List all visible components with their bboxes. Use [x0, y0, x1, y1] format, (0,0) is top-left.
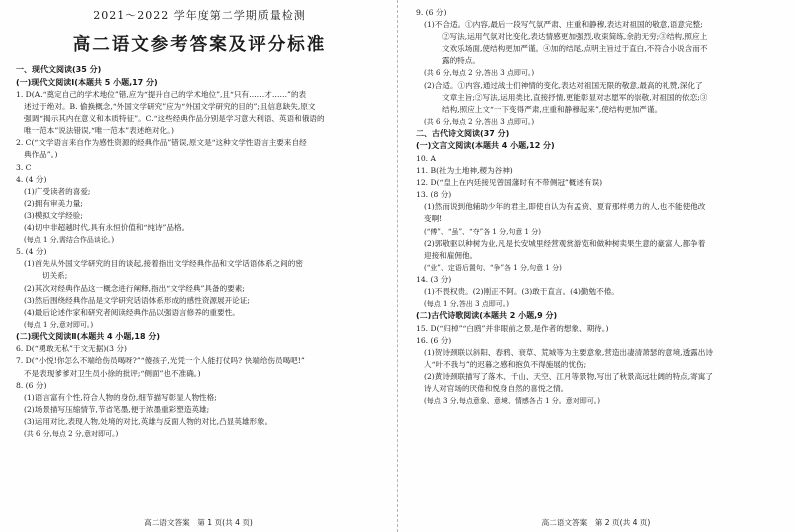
answer-line: 唯一范本”说法错误,“唯一范本”表述绝对化。) [24, 126, 174, 136]
answer-line: 9. (6 分) [416, 8, 447, 17]
answer-line: 2. C(“文学语言来自作为感性资源的经典作品”错误,原文是“这种文学性语言主要来自经 [16, 138, 307, 148]
answer-line: 14. (3 分) [416, 274, 452, 284]
scoring-note: (每点 1 分,意对即可。) [24, 320, 94, 329]
answer-line: (3)模拟文学经验; [24, 210, 83, 220]
answer-line: (1)广受读者的喜爱; [24, 186, 91, 196]
answer-line: (1)语言富有个性,符合人物的身份,细节描写彰显人物性格; [24, 392, 217, 402]
answer-line: (1)然而说到他辅助少年的君主,即使自认为有孟贲、夏育那样勇力的人,也不能使他改 [424, 202, 706, 212]
answer-line: (2)黄诗颈联描写了落木、千山、天空、江月等景物,写出了秋景高远壮阔的特点,寄寓了 [424, 372, 713, 382]
answer-line: (1)不合适。①内容,最后一段写气氛严肃、庄重和静穆,表达对祖国的敬意,语意完整; [424, 20, 703, 30]
answer-line: 诗人对官场的厌倦和悦身自然的喜悦之情。 [424, 384, 569, 394]
answer-line: 文章主旨;②写法,运用类比,直接抒情,更能彰显对志愿军的崇敬,对祖国的依恋;③ [442, 92, 708, 102]
answer-line: 1. D(A.“奠定自己的学术地位”错,应为“提升自己的学术地位”,且“只有……才……”的表 [16, 90, 307, 99]
answer-line: 人“叶不我与”的迟暮之感和抱负不得施展的忧伤; [424, 359, 587, 369]
page-title: 高二语文参考答案及评分标准 [72, 35, 327, 55]
scoring-note: (“业”、定语后置句、“争”各 1 分,句意 1 分) [424, 263, 562, 272]
answer-line: 11. B(社为土地神,稷为谷神) [416, 166, 513, 176]
answer-line: 强调“揭示其内在意义和本质特征”。C.“这些经典作品分别是学习意大利语、英语和俄语的 [24, 114, 325, 124]
answer-line: (1)贺诗颈联以斜阳、春鸦、衰草、荒城等为主要意象,营造出凄清萧瑟的意境,透露出诗 [424, 347, 713, 357]
answer-line: (2)场景描写压缩情节,节省笔墨,便于浓墨重彩塑造英雄; [24, 404, 210, 414]
answer-line: 5. (4 分) [16, 247, 47, 257]
answer-line: (3)然后围绕经典作品是文学研究话语体系形成的感性资源展开论证; [24, 295, 250, 305]
scoring-note: (每点 3 分,每点意象、意境、情感各占 1 分。意对即可。) [424, 397, 600, 406]
answer-line: 8. (6 分) [16, 380, 47, 390]
exam-title: 2021～2022 学年度第二学期质量检测 [93, 9, 306, 22]
answer-line: 变啊! [424, 214, 443, 224]
answer-line: 切关系; [42, 271, 68, 281]
scoring-note: (每点 1 分,需结合作品谈论。) [24, 236, 115, 245]
answer-line: 10. A [416, 153, 436, 163]
answer-line: 文欢乐场面,使结构更加严谨。④加的结尾,点明主旨过于直白,不符合小说含而不 [442, 44, 708, 54]
scoring-note: (共 6 分,每点 2 分,答出 3 点即可。) [424, 69, 535, 78]
answer-line: 6. D(“勇敢无私”于文无据)(3 分) [16, 344, 127, 354]
answer-line: (2)其次对经典作品这一概念进行阐释,指出“文学经典”具备的要素; [24, 283, 245, 293]
answer-line: 3. C [16, 162, 32, 172]
section-heading: 二、古代诗文阅读(37 分) [416, 128, 510, 138]
scoring-note: (共 6 分,每点 2 分,意对即可。) [24, 430, 119, 439]
answer-line: (1)不畏权贵。(2)刚正不阿。(3)敢于直言。(4)勤勉不倦。 [424, 286, 619, 296]
answer-line: 13. (8 分) [416, 190, 452, 200]
answer-line: 7. D(“小悦!你怎么不端给伤员喝呀?”“傻孩子,光凭一个人能打仗吗? 快端给伤员喝吧!” [16, 356, 305, 366]
subsection-heading: (一)现代文阅读Ⅰ(本题共 5 小题,17 分) [16, 77, 158, 87]
answer-line: 不是表现爹爹对卫生员小徐的批评;“侧面”也不准确。) [24, 368, 201, 378]
answer-line: (2)郭敬驱以种树为业,凡是长安城里经营观赏游览和做种树卖果生意的豪富人,都争着 [424, 238, 706, 248]
answer-line: 典作品”。) [24, 150, 58, 160]
answer-line: 迎接和雇佣他。 [424, 250, 478, 260]
scoring-note: (共 6 分,每点 2 分,答出 3 点即可。) [424, 117, 535, 126]
answer-line: 结构,照应上文“一下变得严肃,庄重和静穆起来”,使结构更加严谨。 [442, 104, 663, 114]
answer-line: 12. D(“皇上在内廷接见曾国藩时有不带侧冠”概述有误) [416, 178, 603, 188]
subsection-heading: (一)文言文阅读(本题共 4 小题,12 分) [416, 141, 555, 151]
answer-line: 述过于绝对。B. 偷换概念,“外国文学研究”应为“外国文学研究的目的”;且信息缺失,原文 [24, 102, 316, 112]
answer-line: (4)最后论述作家和研究者阅读经典作品以强语言修养的重要性。 [24, 307, 240, 317]
scoring-note: (每点 1 分,答出 3 点即可。) [424, 300, 509, 309]
page-footer: 高二语文答案 第 1 页(共 4 页) [144, 518, 253, 527]
answer-line: (4)切中非超越时代,具有永恒价值和“纯诗”品格。 [24, 223, 190, 233]
subsection-heading: (二)现代文阅读Ⅱ(本题共 4 小题,18 分) [16, 331, 160, 341]
answer-line: (2)拥有审美力量; [24, 198, 83, 208]
answer-page-2 [397, 0, 794, 532]
answer-line: ②写法,运用气氛对比变化,表达情感更加强烈,收束简练,余韵无穷;③结构,照应上 [442, 32, 708, 42]
scoring-note: (“傅”、“虽”、“夺”各 1 分,句意 1 分) [424, 227, 541, 236]
answer-line: 16. (6 分) [416, 335, 452, 345]
page-footer: 高二语文答案 第 2 页(共 4 页) [541, 518, 651, 527]
answer-line: (1)首先从外国文学研究的目的谈起,接着指出文学经典作品和文学话语体系之间的密 [24, 259, 303, 269]
answer-line: (3)运用对比,表现人物,处境的对比,英雄与反面人物的对比,凸显英雄形象。 [24, 416, 273, 426]
answer-line: 15. D(“归棹”“白鸥”并非眼前之景,是作者的想象、期待。) [416, 323, 609, 333]
answer-line: 4. (4 分) [16, 174, 47, 184]
answer-line: 露的特点。 [442, 56, 480, 66]
section-heading: 一、现代文阅读(35 分) [16, 65, 102, 74]
subsection-heading: (二)古代诗歌阅读(本题共 2 小题,9 分) [416, 311, 558, 321]
answer-line: (2)合适。①内容,通过战士们神情的变化,表达对祖国无限的敬意,最高的礼赞,深化了 [424, 80, 703, 90]
